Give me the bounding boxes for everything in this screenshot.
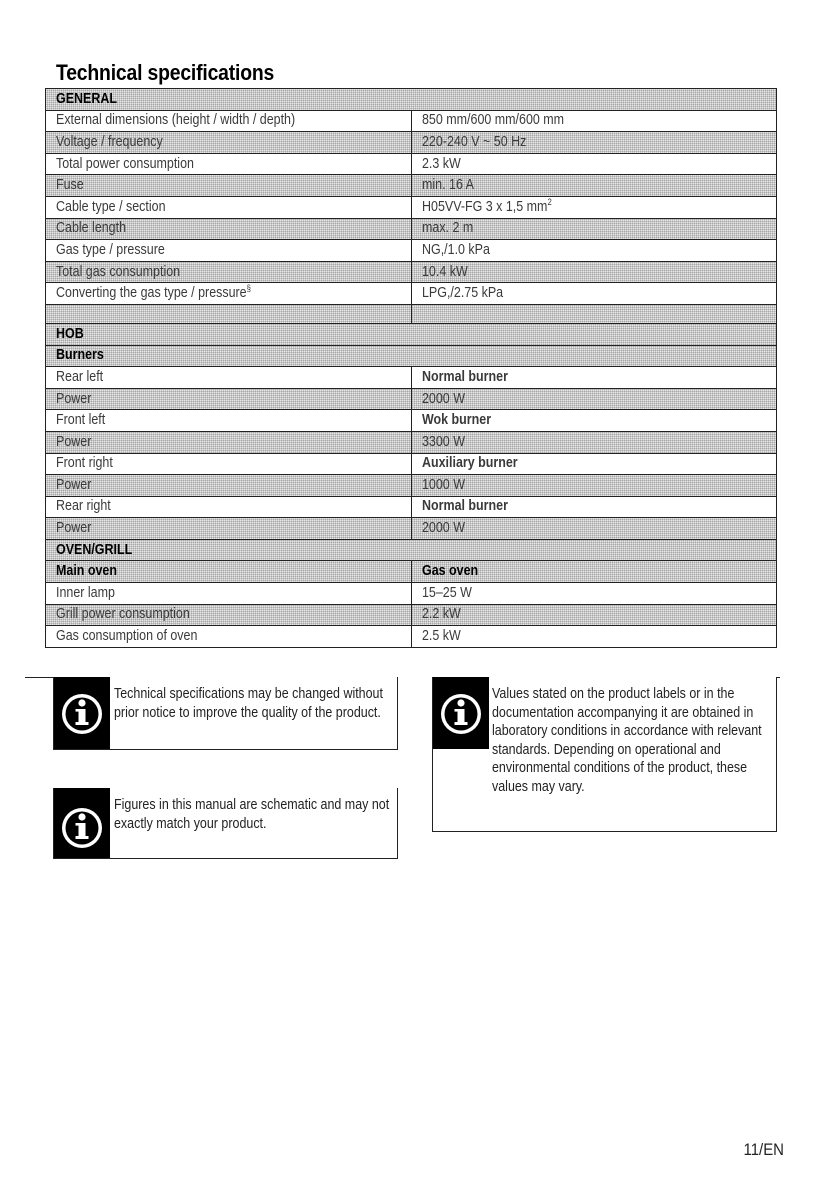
- row-value: Gas oven: [421, 563, 478, 580]
- row-value: 2.3 kW: [421, 155, 461, 172]
- table-row: [46, 431, 777, 453]
- table-row: [46, 626, 777, 648]
- row-label-with-superscript: [56, 284, 251, 303]
- row-value: NG,/1.0 kPa: [421, 241, 490, 258]
- row-label: Fuse: [56, 177, 84, 194]
- table-row: [46, 583, 777, 605]
- note-text: Technical specifications may be changed without prior notice to improve the quality of the product.: [114, 686, 383, 721]
- note-spec-change: [53, 677, 398, 750]
- row-label: Rear right: [56, 498, 111, 515]
- row-label: Gas consumption of oven: [56, 628, 198, 645]
- table-row: [46, 153, 777, 175]
- row-label: Power: [56, 390, 92, 407]
- row-value: 1000 W: [421, 476, 465, 493]
- table-row: [46, 132, 777, 154]
- row-value: max. 2 m: [421, 220, 473, 237]
- table-row: [46, 518, 777, 540]
- row-label: Grill power consumption: [56, 606, 190, 623]
- row-value: 2000 W: [421, 520, 465, 537]
- spec-table: [45, 88, 777, 648]
- section-header-general: [46, 89, 777, 111]
- row-label: Total gas consumption: [56, 263, 181, 280]
- section-header-oven: [46, 539, 777, 561]
- superscript: §: [246, 283, 251, 294]
- row-value: Normal burner: [421, 498, 508, 515]
- row-value: 2000 W: [421, 390, 465, 407]
- superscript: 2: [546, 196, 552, 207]
- table-row: [46, 453, 777, 475]
- row-label: Gas type / pressure: [56, 241, 165, 258]
- section-subheader-main-oven: [46, 561, 777, 583]
- table-row: [46, 218, 777, 240]
- row-label: External dimensions (height / width / depth): [56, 112, 296, 129]
- note-text: Figures in this manual are schematic and may not exactly match your product.: [114, 797, 390, 832]
- row-value: 3300 W: [421, 433, 465, 450]
- table-row: [46, 196, 777, 218]
- row-value-with-superscript: [422, 198, 552, 217]
- row-value: 2.2 kW: [421, 606, 461, 623]
- table-row: [46, 175, 777, 197]
- info-icon: [54, 677, 110, 749]
- section-title: OVEN/GRILL: [56, 541, 133, 558]
- row-value: LPG,/2.75 kPa: [421, 285, 503, 302]
- row-value: Auxiliary burner: [421, 455, 518, 472]
- table-row: [46, 283, 777, 305]
- row-label: Cable length: [56, 220, 127, 237]
- row-value: Wok burner: [421, 412, 491, 429]
- row-value: H05VV-FG 3 x 1,5 mm: [421, 198, 547, 215]
- row-value: 10.4 kW: [421, 263, 468, 280]
- info-icon: [433, 677, 489, 749]
- table-row: [46, 110, 777, 132]
- table-row: [46, 261, 777, 283]
- section-title: GENERAL: [56, 90, 117, 107]
- table-row: [46, 410, 777, 432]
- table-row: [46, 475, 777, 497]
- note-text: Values stated on the product labels or in the documentation accompanying it are obtained in laboratory conditions in accordance with relevant standards. Depending on operational and environmental conditions of the product, these values may vary.: [492, 686, 762, 795]
- table-row-blank: [46, 304, 777, 323]
- section-header-hob: [46, 323, 777, 345]
- row-value: Normal burner: [421, 368, 508, 385]
- row-label: Front right: [56, 455, 113, 472]
- info-icon: [54, 788, 110, 858]
- row-label: Power: [56, 520, 92, 537]
- row-label: Cable type / section: [56, 198, 166, 215]
- row-label: Power: [56, 433, 92, 450]
- row-value: 850 mm/600 mm/600 mm: [421, 112, 564, 129]
- table-row: [46, 604, 777, 626]
- row-label: Rear left: [56, 368, 104, 385]
- row-label: Voltage / frequency: [56, 133, 163, 150]
- page-title: Technical specifications: [56, 60, 275, 85]
- row-label: Power: [56, 476, 92, 493]
- row-label: Total power consumption: [56, 155, 194, 172]
- note-figures: [53, 788, 398, 859]
- row-label: Converting the gas type / pressure: [56, 285, 247, 302]
- row-value: 220-240 V ~ 50 Hz: [421, 133, 526, 150]
- row-value: 15–25 W: [421, 584, 472, 601]
- table-row: [46, 388, 777, 410]
- row-label: Inner lamp: [56, 584, 115, 601]
- note-values: [432, 677, 777, 832]
- row-value: min. 16 A: [421, 177, 474, 194]
- row-label: Main oven: [56, 563, 117, 580]
- row-value: 2.5 kW: [421, 628, 461, 645]
- table-row: [46, 240, 777, 262]
- row-label: Front left: [56, 412, 106, 429]
- page-number: 11/EN: [743, 1140, 784, 1159]
- section-subheader-burners: [46, 345, 777, 367]
- table-row: [46, 367, 777, 389]
- section-title: HOB: [56, 325, 84, 342]
- table-row: [46, 496, 777, 518]
- section-subtitle: Burners: [56, 347, 104, 364]
